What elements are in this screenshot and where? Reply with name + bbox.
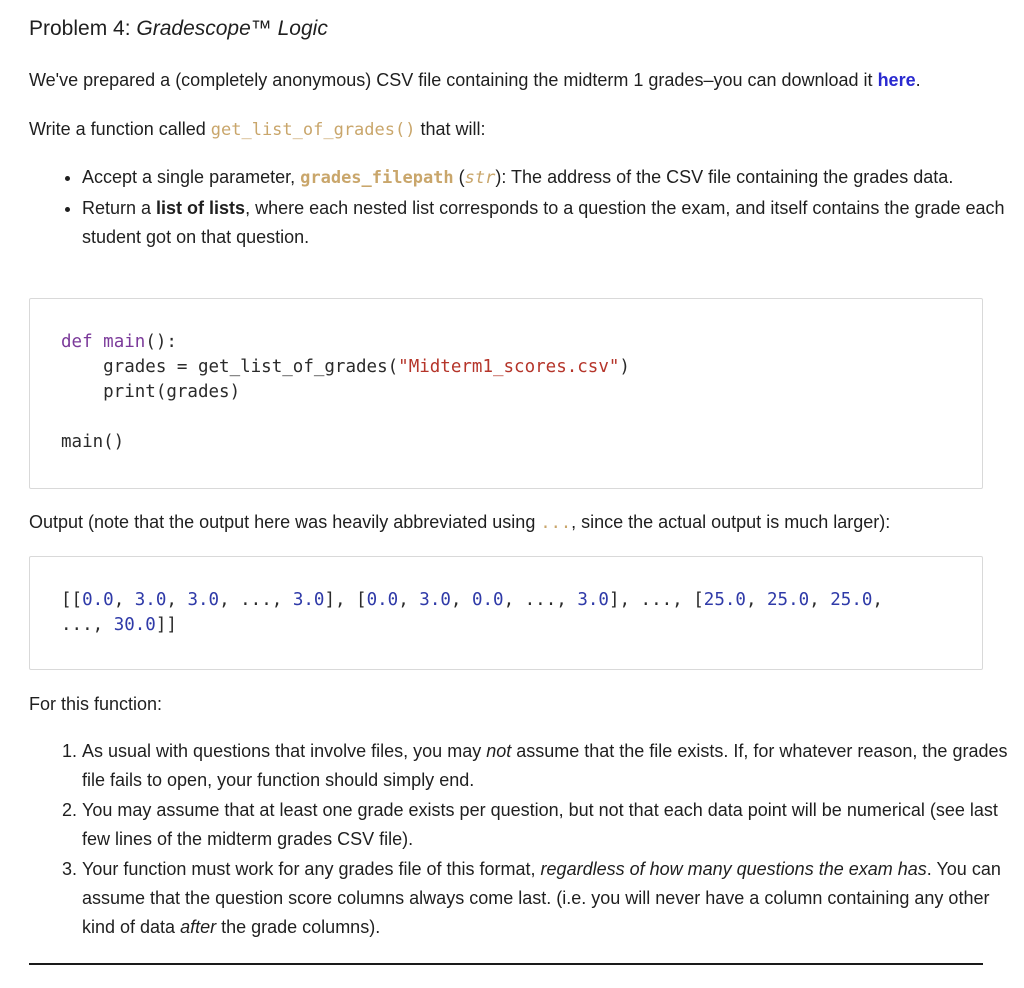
grade-value: 0.0 bbox=[471, 590, 504, 610]
output-punct: , bbox=[745, 590, 768, 610]
grade-value: 25.0 bbox=[767, 590, 810, 610]
grade-value: 25.0 bbox=[703, 590, 746, 610]
for-this-heading: For this function: bbox=[29, 694, 163, 714]
list-item: 2. You may assume that at least one grade exists per question, but not that each data point will be numerical (see last few lines of the midterm grades CSV file). bbox=[82, 796, 1022, 854]
grade-value: 3.0 bbox=[187, 590, 220, 610]
list-item: • Return a list of lists, where each nested list corresponds to a question the exam, and itself contains the grade each student got on that question. bbox=[82, 194, 1022, 252]
output-punct: , bbox=[809, 590, 831, 610]
list-item: 1. As usual with questions that involve files, you may not assume that the file exists. If, for whatever reason, the grades file fails to open, your function should simply end. bbox=[82, 737, 1022, 795]
output-punct: ..., bbox=[61, 615, 114, 635]
grade-value: 3.0 bbox=[292, 590, 325, 610]
output-punct: ], ..., [ bbox=[608, 590, 704, 610]
grade-value: 30.0 bbox=[113, 615, 156, 635]
code-block bbox=[29, 298, 983, 489]
output-punct: ]] bbox=[155, 615, 177, 635]
output-punct: , ..., bbox=[503, 590, 578, 610]
output-punct: , bbox=[166, 590, 188, 610]
output-punct: , bbox=[872, 590, 883, 610]
download-link[interactable]: here bbox=[877, 70, 916, 90]
grade-value: 3.0 bbox=[419, 590, 451, 610]
write-function-paragraph: Write a function called get_list_of_grades() that will: bbox=[29, 119, 486, 140]
param-code: grades_filepath bbox=[300, 168, 454, 188]
output-punct: ], [ bbox=[324, 590, 367, 610]
output-block bbox=[29, 556, 983, 670]
problem-title-name: Gradescope™ Logic bbox=[136, 17, 328, 40]
output-note: Output (note that the output here was heavily abbreviated using ..., since the actual output is much larger): bbox=[29, 512, 891, 533]
section-divider bbox=[29, 963, 983, 965]
output-punct: , bbox=[113, 590, 135, 610]
output-row bbox=[61, 615, 177, 635]
requirements-list bbox=[29, 163, 1022, 253]
output-punct: [[ bbox=[61, 590, 83, 610]
output-punct: , bbox=[450, 590, 472, 610]
rules-list bbox=[29, 737, 1022, 943]
grade-value: 0.0 bbox=[82, 590, 114, 610]
output-punct: , ..., bbox=[219, 590, 293, 610]
grade-value: 0.0 bbox=[366, 590, 399, 610]
output-punct: , bbox=[398, 590, 420, 610]
problem-title: Problem 4: Gradescope™ Logic bbox=[29, 17, 328, 40]
code-listing: def main(): grades = get_list_of_grades("Midterm1_scores.csv") print(grades) main() bbox=[61, 332, 630, 452]
output-listing bbox=[30, 557, 982, 638]
grade-value: 3.0 bbox=[134, 590, 167, 610]
ellipsis-code: ... bbox=[540, 513, 572, 533]
grade-value: 3.0 bbox=[577, 590, 609, 610]
function-name-code: get_list_of_grades() bbox=[210, 120, 416, 140]
output-row bbox=[61, 590, 883, 610]
type-code: str bbox=[464, 168, 496, 188]
grade-value: 25.0 bbox=[830, 590, 873, 610]
list-item: 3. Your function must work for any grades file of this format, regardless of how many questions the exam has. You can assume that the question score columns always come last. (i.e. you will never have a column containing any other kind of data after the grade columns). bbox=[82, 855, 1022, 942]
intro-paragraph: We've prepared a (completely anonymous) CSV file containing the midterm 1 grades–you can download it here. bbox=[29, 70, 921, 90]
list-item: • Accept a single parameter, grades_filepath (str): The address of the CSV file containing the grades data. bbox=[82, 163, 1022, 193]
